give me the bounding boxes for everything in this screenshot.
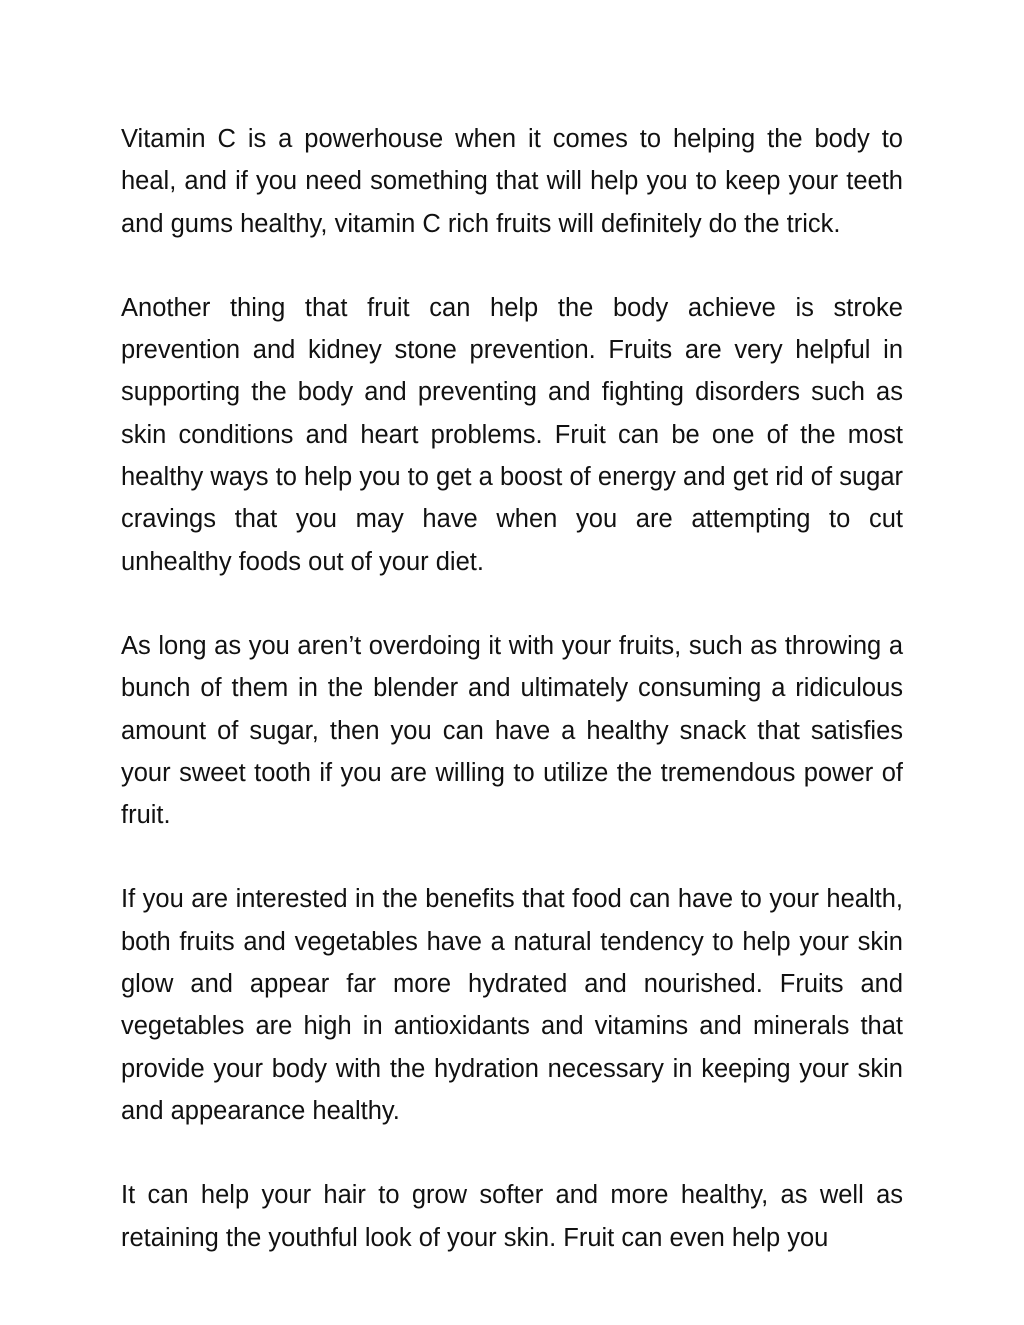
paragraph-vitamin-c: Vitamin C is a powerhouse when it comes to helping the body to heal, and if you need something that will help you to keep your teeth and gums healthy, vitamin C rich fruits will definitely do the trick. [121,125,903,238]
paragraph-skin-health: If you are interested in the benefits that food can have to your health, both fruits and vegetables have a natural tendency to help your skin glow and appear far more hydrated and nourished. Fruits and vegetables are high in antioxidants and vitamins and minerals that provide your body with the hydration necessary in keeping your skin and appearance healthy. [121,885,903,1125]
document-body [121,118,903,1301]
paragraph-stroke-prevention: Another thing that fruit can help the body achieve is stroke prevention and kidney stone prevention. Fruits are very helpful in supporting the body and preventing and fighting disorders such as skin conditions and heart problems. Fruit can be one of the most healthy ways to help you to get a boost of energy and get rid of sugar cravings that you may have when you are attempting to cut unhealthy foods out of your diet. [121,293,903,576]
paragraph-moderation: As long as you aren’t overdoing it with your fruits, such as throwing a bunch of them in the blender and ultimately consuming a ridiculous amount of sugar, then you can have a healthy snack that satisfies your sweet tooth if you are willing to utilize the tremendous power of fruit. [121,631,903,830]
paragraph-hair-health: It can help your hair to grow softer and more healthy, as well as retaining the youthful look of your skin. Fruit can even help you [121,1181,903,1252]
